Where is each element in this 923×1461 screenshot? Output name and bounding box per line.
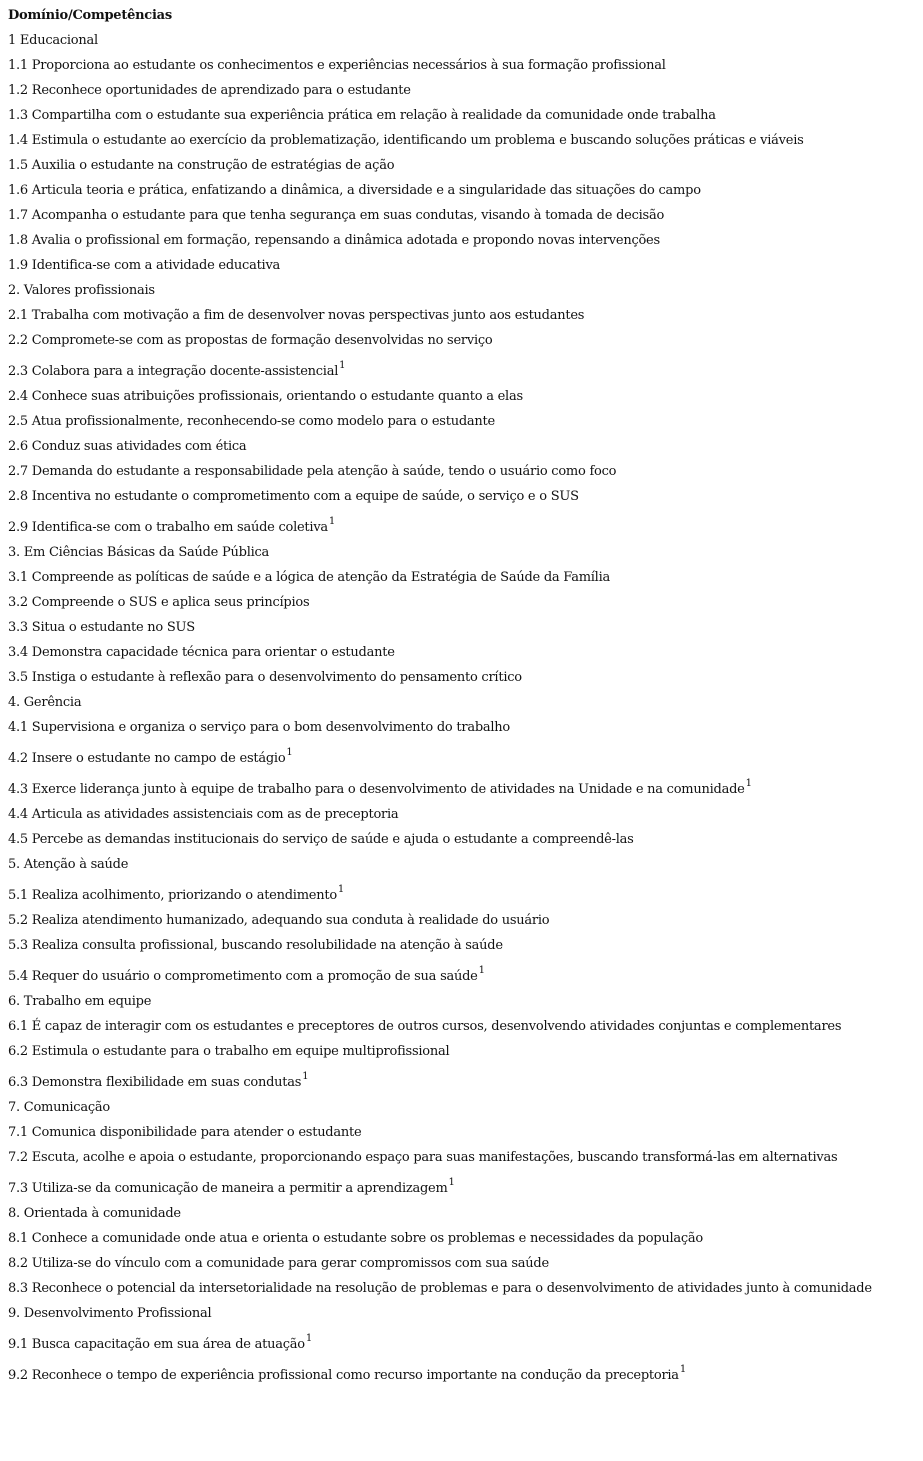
item-text: 8.1 Conhece a comunidade onde atua e orienta o estudante sobre os problemas e necessidades da população: [8, 1231, 703, 1246]
list-item: [8, 1099, 920, 1117]
list-item: [8, 1043, 920, 1061]
item-text: 9. Desenvolvimento Profissional: [8, 1306, 212, 1321]
list-item: [8, 438, 920, 456]
list-item: [8, 912, 920, 930]
item-text: 7.3 Utiliza-se da comunicação de maneira a permitir a aprendizagem: [8, 1181, 448, 1196]
list-item: [8, 569, 920, 587]
list-item: [8, 257, 920, 275]
item-text: 1.5 Auxilia o estudante na construção de estratégias de ação: [8, 158, 395, 173]
footnote-marker: 1: [679, 1363, 686, 1375]
item-text: 1.9 Identifica-se com a atividade educativa: [8, 258, 281, 273]
list-item: [8, 488, 920, 506]
item-text: 6.3 Demonstra flexibilidade em suas condutas: [8, 1075, 302, 1090]
footnote-marker: 1: [745, 777, 752, 789]
list-item: [8, 1018, 920, 1036]
item-text: 2.6 Conduz suas atividades com ética: [8, 439, 247, 454]
item-text: 6.1 É capaz de interagir com os estudantes e preceptores de outros cursos, desenvolvendo atividades conjuntas e complementares: [8, 1019, 842, 1034]
list-item: [8, 962, 920, 986]
list-item: [8, 937, 920, 955]
list-item: [8, 157, 920, 175]
item-text: 1.1 Proporciona ao estudante os conhecimentos e experiências necessários à sua formação profissional: [8, 58, 666, 73]
item-text: 3.2 Compreende o SUS e aplica seus princípios: [8, 595, 310, 610]
list-item: [8, 1230, 920, 1248]
footnote-marker: 1: [478, 964, 485, 976]
item-text: 8.3 Reconhece o potencial da intersetorialidade na resolução de problemas e para o desenvolvimento de atividades junto à comunidade: [8, 1281, 872, 1296]
list-item: [8, 694, 920, 712]
item-text: 3.4 Demonstra capacidade técnica para orientar o estudante: [8, 645, 395, 660]
footnote-marker: 1: [448, 1176, 455, 1188]
list-item: [8, 232, 920, 250]
list-item: [8, 207, 920, 225]
item-text: 4.5 Percebe as demandas institucionais do serviço de saúde e ajuda o estudante a compreendê-las: [8, 832, 634, 847]
list-item: [8, 594, 920, 612]
item-text: 7. Comunicação: [8, 1100, 110, 1115]
list-item: [8, 881, 920, 905]
item-text: 2. Valores profissionais: [8, 283, 155, 298]
item-text: 2.8 Incentiva no estudante o comprometimento com a equipe de saúde, o serviço e o SUS: [8, 489, 579, 504]
item-text: 6.2 Estimula o estudante para o trabalho em equipe multiprofissional: [8, 1044, 450, 1059]
list-item: [8, 719, 920, 737]
item-text: 1 Educacional: [8, 33, 98, 48]
item-text: 7.2 Escuta, acolhe e apoia o estudante, proporcionando espaço para suas manifestações, buscando transformá-las em alternativas: [8, 1150, 838, 1165]
table-header: Domínio/Competências: [8, 8, 172, 23]
item-text: 2.4 Conhece suas atribuições profissionais, orientando o estudante quanto a elas: [8, 389, 523, 404]
item-text: 1.2 Reconhece oportunidades de aprendizado para o estudante: [8, 83, 411, 98]
list-item: [8, 1149, 920, 1167]
list-item: [8, 1255, 920, 1273]
list-item: [8, 1361, 920, 1385]
footnote-marker: 1: [286, 746, 293, 758]
list-item: [8, 1124, 920, 1142]
list-item: [8, 775, 920, 799]
footnote-marker: 1: [305, 1332, 312, 1344]
item-text: 4.4 Articula as atividades assistenciais com as de preceptoria: [8, 807, 399, 822]
item-text: 2.3 Colabora para a integração docente-assistencial: [8, 364, 339, 379]
list-item: [8, 307, 920, 325]
competency-rows: [8, 32, 920, 1385]
item-text: 4. Gerência: [8, 695, 82, 710]
item-text: 3.1 Compreende as políticas de saúde e a lógica de atenção da Estratégia de Saúde da Família: [8, 570, 610, 585]
item-text: 5.4 Requer do usuário o comprometimento com a promoção de sua saúde: [8, 969, 478, 984]
footnote-marker: 1: [328, 515, 336, 527]
item-text: 1.7 Acompanha o estudante para que tenha segurança em suas condutas, visando à tomada de decisão: [8, 208, 665, 223]
footnote-marker: 1: [337, 883, 345, 895]
list-item: [8, 1205, 920, 1223]
item-text: 3. Em Ciências Básicas da Saúde Pública: [8, 545, 270, 560]
list-item: [8, 357, 920, 381]
list-item: [8, 182, 920, 200]
item-text: 8. Orientada à comunidade: [8, 1206, 181, 1221]
list-item: [8, 107, 920, 125]
list-item: [8, 744, 920, 768]
item-text: 1.6 Articula teoria e prática, enfatizando a dinâmica, a diversidade e a singularidade das situações do campo: [8, 183, 701, 198]
list-item: [8, 413, 920, 431]
item-text: 5. Atenção à saúde: [8, 857, 129, 872]
list-item: [8, 32, 920, 50]
item-text: 4.3 Exerce liderança junto à equipe de trabalho para o desenvolvimento de atividades na Unidade e na comunidade: [8, 782, 745, 797]
list-item: [8, 388, 920, 406]
item-text: 8.2 Utiliza-se do vínculo com a comunidade para gerar compromissos com sua saúde: [8, 1256, 549, 1271]
list-item: [8, 644, 920, 662]
list-item: [8, 544, 920, 562]
item-text: 2.7 Demanda do estudante a responsabilidade pela atenção à saúde, tendo o usuário como foco: [8, 464, 617, 479]
item-text: 3.3 Situa o estudante no SUS: [8, 620, 195, 635]
list-item: [8, 513, 920, 537]
item-text: 9.1 Busca capacitação em sua área de atuação: [8, 1337, 305, 1352]
item-text: 2.9 Identifica-se com o trabalho em saúde coletiva: [8, 520, 328, 535]
list-item: [8, 82, 920, 100]
footnote-marker: 1: [302, 1070, 309, 1082]
item-text: 4.2 Insere o estudante no campo de estágio: [8, 751, 286, 766]
list-item: [8, 856, 920, 874]
item-text: 1.3 Compartilha com o estudante sua experiência prática em relação à realidade da comunidade onde trabalha: [8, 108, 716, 123]
item-text: 1.8 Avalia o profissional em formação, repensando a dinâmica adotada e propondo novas intervenções: [8, 233, 660, 248]
item-text: 5.1 Realiza acolhimento, priorizando o atendimento: [8, 888, 337, 903]
list-item: [8, 669, 920, 687]
list-item: [8, 132, 920, 150]
list-item: [8, 1330, 920, 1354]
item-text: 1.4 Estimula o estudante ao exercício da problematização, identificando um problema e buscando soluções práticas e viáveis: [8, 133, 804, 148]
item-text: 7.1 Comunica disponibilidade para atender o estudante: [8, 1125, 362, 1140]
item-text: 2.1 Trabalha com motivação a fim de desenvolver novas perspectivas junto aos estudantes: [8, 308, 585, 323]
list-item: [8, 332, 920, 350]
item-text: 2.5 Atua profissionalmente, reconhecendo-se como modelo para o estudante: [8, 414, 495, 429]
list-item: [8, 1280, 920, 1298]
list-item: [8, 57, 920, 75]
item-text: 4.1 Supervisiona e organiza o serviço para o bom desenvolvimento do trabalho: [8, 720, 511, 735]
list-item: [8, 619, 920, 637]
list-item: [8, 1068, 920, 1092]
list-item: [8, 282, 920, 300]
list-item: [8, 831, 920, 849]
item-text: 6. Trabalho em equipe: [8, 994, 152, 1009]
item-text: 9.2 Reconhece o tempo de experiência profissional como recurso importante na condução da preceptoria: [8, 1368, 679, 1383]
list-item: [8, 806, 920, 824]
item-text: 5.2 Realiza atendimento humanizado, adequando sua conduta à realidade do usuário: [8, 913, 550, 928]
list-item: [8, 463, 920, 481]
item-text: 5.3 Realiza consulta profissional, buscando resolubilidade na atenção à saúde: [8, 938, 503, 953]
item-text: 2.2 Compromete-se com as propostas de formação desenvolvidas no serviço: [8, 333, 493, 348]
item-text: 3.5 Instiga o estudante à reflexão para o desenvolvimento do pensamento crítico: [8, 670, 522, 685]
list-item: [8, 1305, 920, 1323]
list-item: [8, 1174, 920, 1198]
footnote-marker: 1: [339, 359, 346, 371]
list-item: [8, 993, 920, 1011]
